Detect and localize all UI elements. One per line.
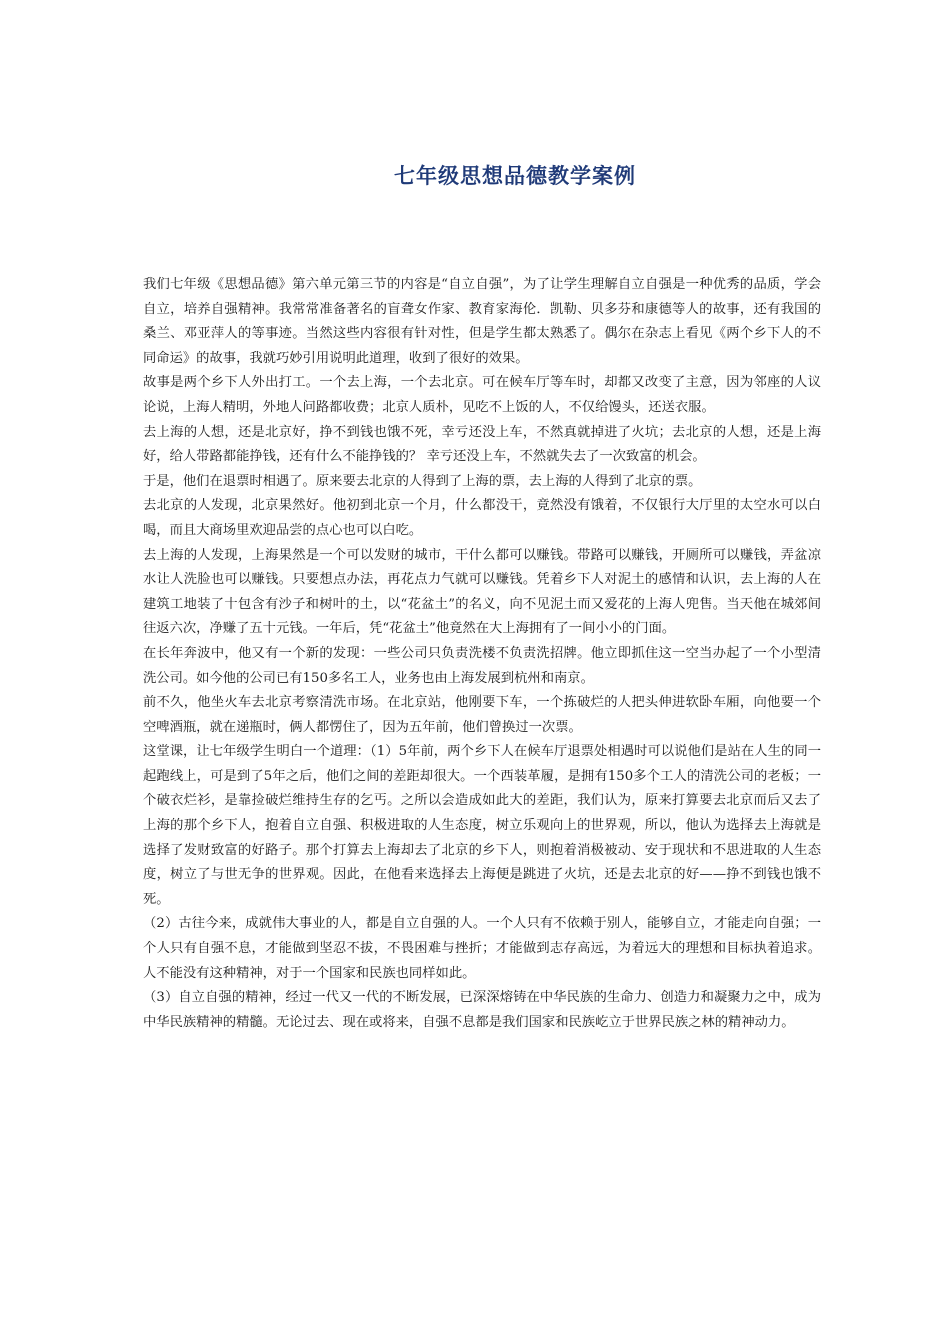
paragraph-lesson-1: 这堂课，让七年级学生明白一个道理：（1）5年前，两个乡下人在候车厅退票处相遇时可以说他们是站在人生的同一起跑线上，可是到了5年之后，他们之间的差距却很大。一个西装革履，是拥有150多个工人的清洗公司的老板；一个破衣烂衫，是靠捡破烂维持生存的乞丐。之所以会造成如此大的差距，我们认为，原来打算要去北京而后又去了上海的那个乡下人，抱着自立自强、积极进取的人生态度，树立乐观向上的世界观，所以，他认为选择去上海就是选择了发财致富的好路子。那个打算去上海却去了北京的乡下人，则抱着消极被动、安于现状和不思进取的人生态度，树立了与世无争的世界观。因此，在他看来选择去上海便是跳进了火坑，还是去北京的好——挣不到钱也饿不死。 [143,744,821,907]
paragraph-ticket-swap: 于是，他们在退票时相遇了。原来要去北京的人得到了上海的票，去上海的人得到了北京的票。 [143,473,702,489]
paragraph-cleaning-company: 在长年奔波中，他又有一个新的发现：一些公司只负责洗楼不负责洗招牌。他立即抓住这一空当办起了一个小型清洗公司。如今他的公司已有150多名工人，业务也由上海发展到杭州和南京。 [143,645,821,686]
paragraph-shanghai: 去上海的人发现，上海果然是一个可以发财的城市，干什么都可以赚钱。带路可以赚钱，开厕所可以赚钱，弄盆凉水让人洗脸也可以赚钱。只要想点办法，再花点力气就可以赚钱。凭着乡下人对泥土的感情和认识，去上海的人在建筑工地装了十包含有沙子和树叶的土，以“花盆土”的名义，向不见泥土而又爱花的上海人兜售。当天他在城郊间往返六次，净赚了五十元钱。一年后，凭“花盆土”他竟然在大上海拥有了一间小小的门面。 [143,547,821,637]
paragraph-lesson-3: （3）自立自强的精神，经过一代又一代的不断发展，已深深熔铸在中华民族的生命力、创造力和凝聚力之中，成为中华民族精神的精髓。无论过去、现在或将来，自强不息都是我们国家和民族屹立于世界民族之林的精神动力。 [143,990,821,1030]
paragraph-thoughts: 去上海的人想，还是北京好，挣不到钱也饿不死，幸亏还没上车，不然真就掉进了火坑；去北京的人想，还是上海好，给人带路都能挣钱，还有什么不能挣钱的？ 幸亏还没上车，不然就失去了一次致富的机会。 [143,424,821,465]
paragraph-reunion: 前不久，他坐火车去北京考察清洗市场。在北京站，他刚要下车，一个拣破烂的人把头伸进软卧车厢，向他要一个空啤酒瓶，就在递瓶时，俩人都愣住了，因为五年前，他们曾换过一次票。 [143,695,821,735]
document-title: 七年级思想品德教学案例 [394,164,636,188]
paragraph-story-start: 故事是两个乡下人外出打工。一个去上海，一个去北京。可在候车厅等车时，却都又改变了主意，因为邻座的人议论说，上海人精明，外地人问路都收费；北京人质朴，见吃不上饭的人，不仅给馒头，还送衣服。 [143,375,821,415]
paragraph-intro: 我们七年级《思想品德》第六单元第三节的内容是“自立自强”，为了让学生理解自立自强是一种优秀的品质，学会自立，培养自强精神。我常常准备著名的盲聋女作家、教育家海伦．凯勒、贝多芬和康德等人的故事，还有我国的桑兰、邓亚萍人的等事迹。当然这些内容很有针对性，但是学生都太熟悉了。偶尔在杂志上看见《两个乡下人的不同命运》的故事，我就巧妙引用说明此道理，收到了很好的效果。 [143,277,821,366]
document-body [143,273,821,1035]
paragraph-lesson-2: （2）古往今来，成就伟大事业的人，都是自立自强的人。一个人只有不依赖于别人，能够自立，才能走向自强；一个人只有自强不息，才能做到坚忍不拔，不畏困难与挫折；才能做到志存高远，为着远大的理想和目标执着追求。人不能没有这种精神，对于一个国家和民族也同样如此。 [143,916,821,981]
paragraph-beijing: 去北京的人发现，北京果然好。他初到北京一个月，什么都没干，竟然没有饿着，不仅银行大厅里的太空水可以白喝，而且大商场里欢迎品尝的点心也可以白吃。 [143,498,821,538]
